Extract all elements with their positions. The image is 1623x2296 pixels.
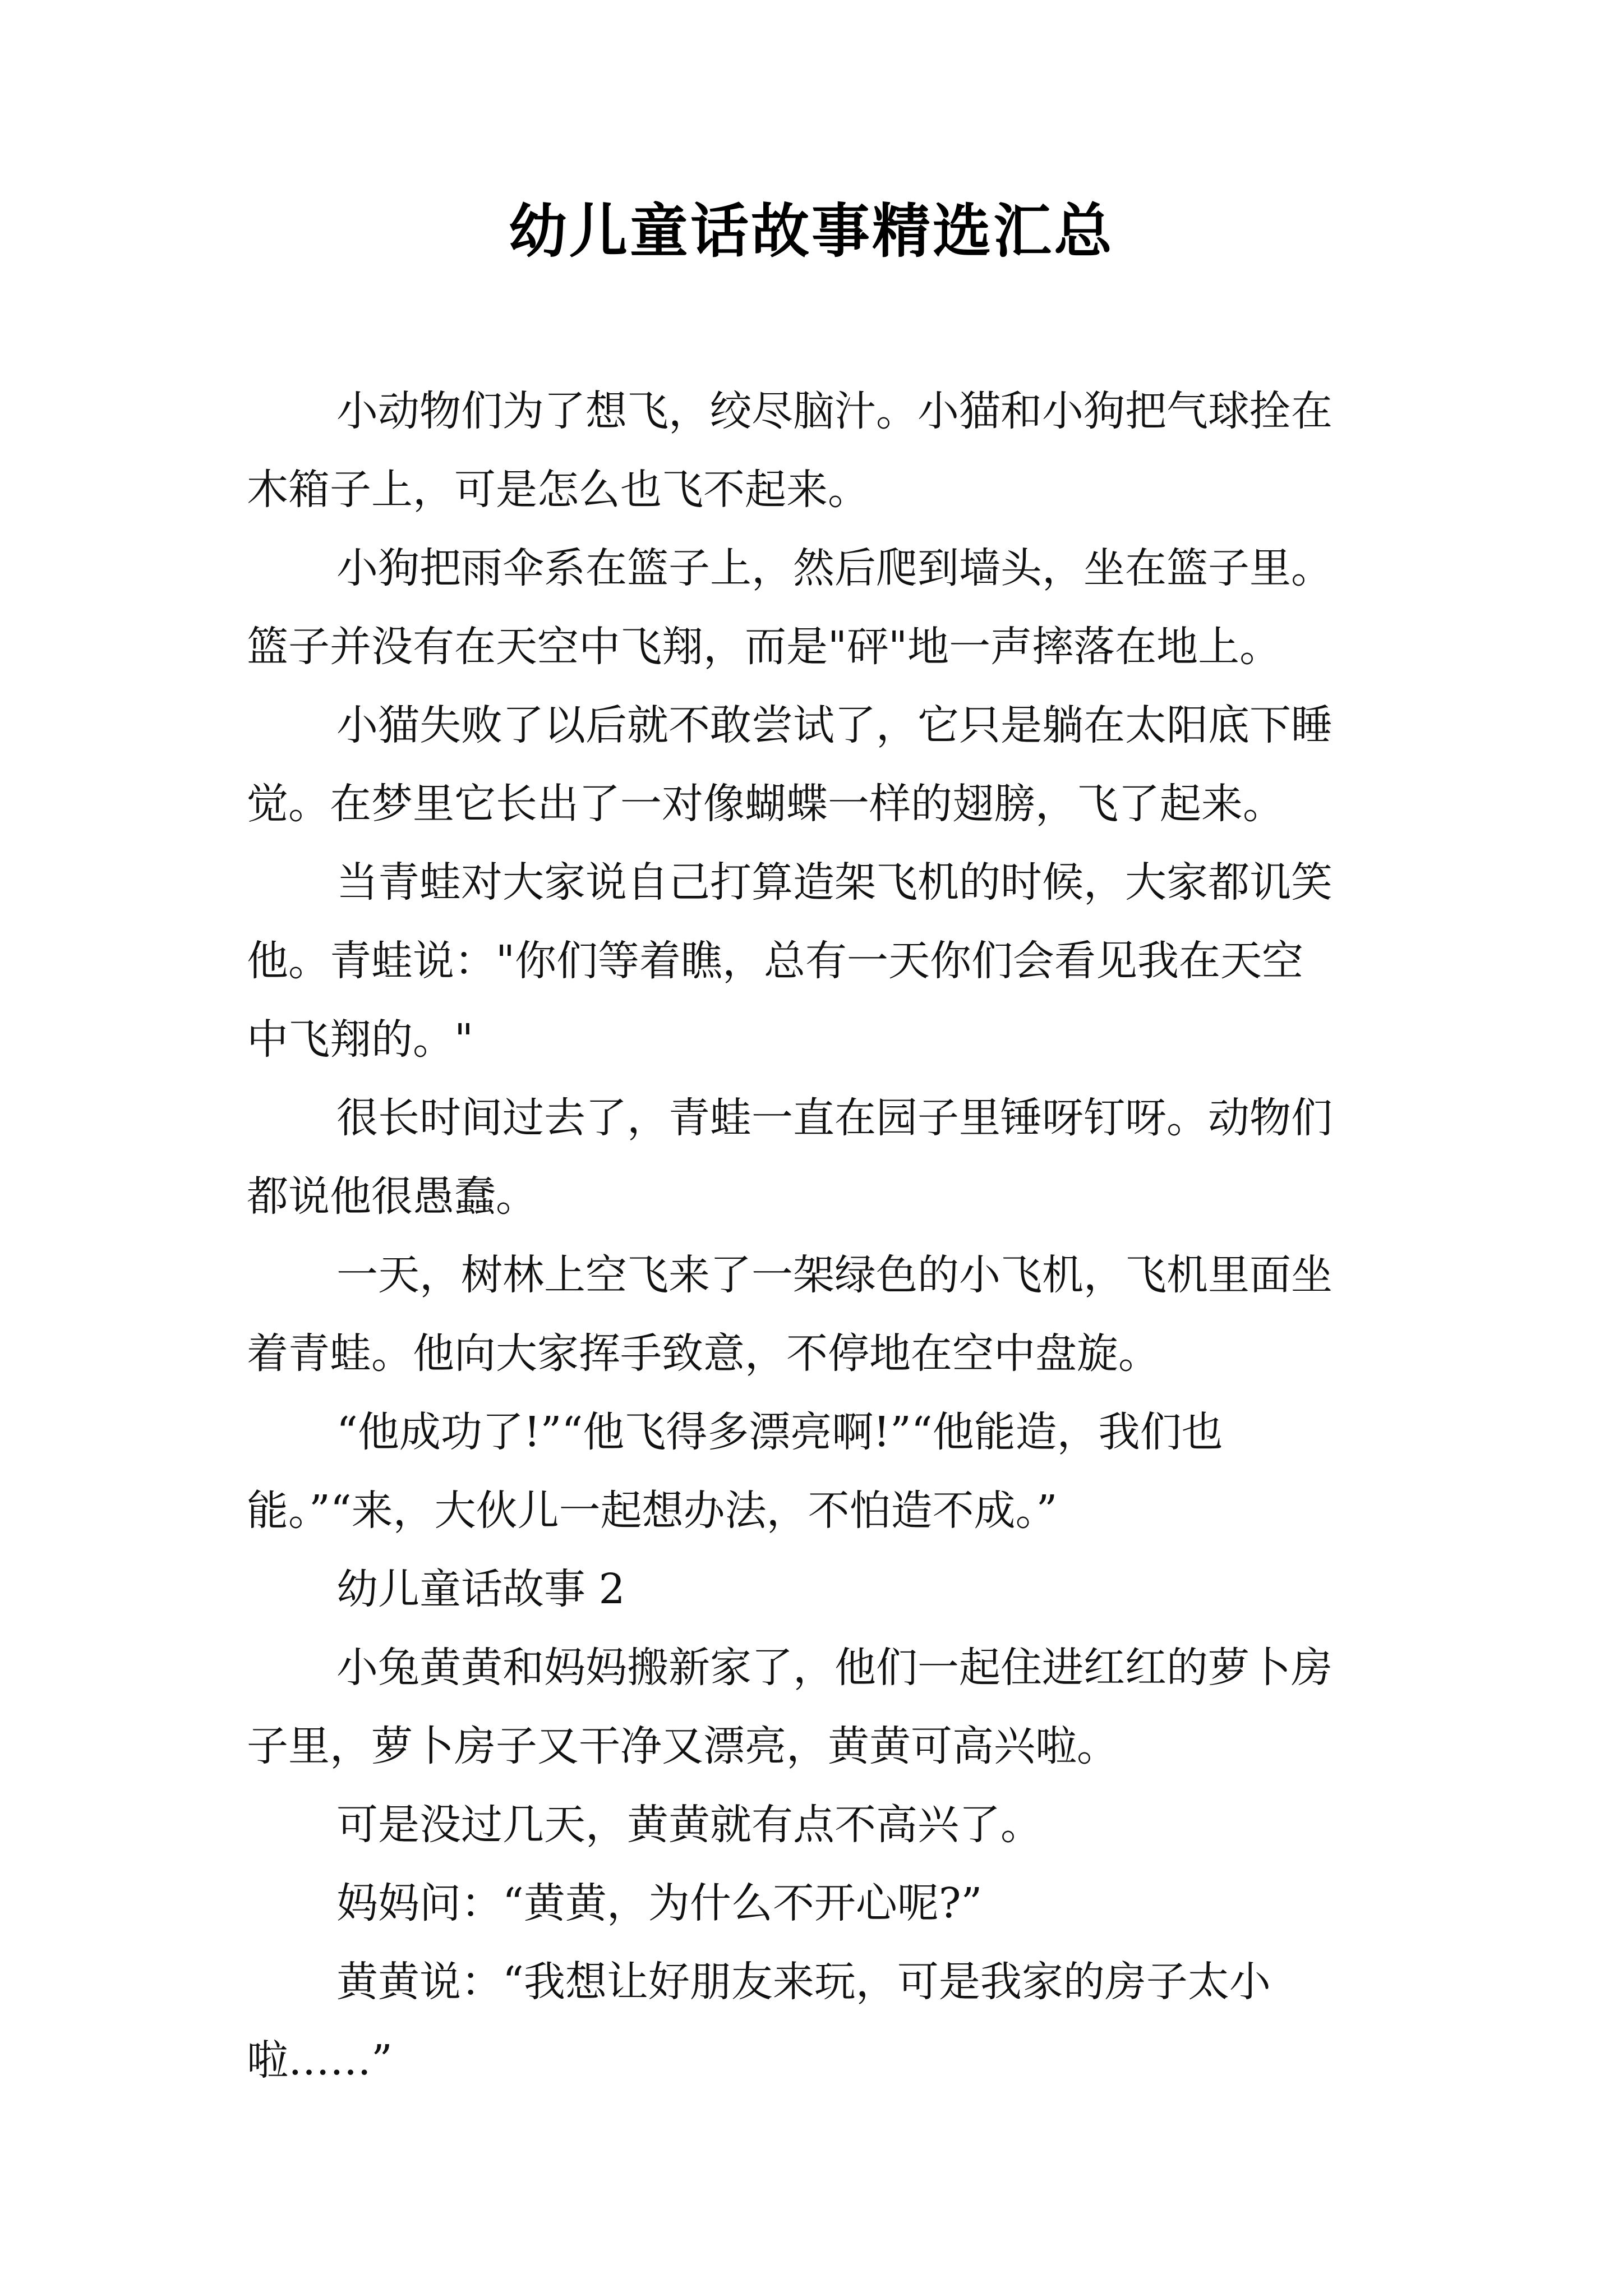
paragraph-line: 篮子并没有在天空中飞翔，而是"砰"地一声摔落在地上。	[247, 623, 1281, 671]
paragraph-line: 子里，萝卜房子又干净又漂亮，黄黄可高兴啦。	[247, 1722, 1118, 1770]
paragraph-line: 着青蛙。他向大家挥手致意，不停地在空中盘旋。	[247, 1329, 1160, 1378]
paragraph-line: 都说他很愚蠢。	[247, 1172, 537, 1221]
paragraph-line: 觉。在梦里它长出了一对像蝴蝶一样的翅膀，飞了起来。	[247, 780, 1284, 828]
paragraph-line: 小猫失败了以后就不敢尝试了，它只是躺在太阳底下睡	[336, 701, 1332, 749]
paragraph-line: 很长时间过去了，青蛙一直在园子里锤呀钉呀。动物们	[336, 1094, 1332, 1142]
paragraph-line: 中飞翔的。"	[247, 1015, 474, 1064]
paragraph-line: 妈妈问：“黄黄，为什么不开心呢?”	[336, 1879, 983, 1927]
paragraph-line: 小兔黄黄和妈妈搬新家了，他们一起住进红红的萝卜房	[336, 1644, 1332, 1692]
paragraph-line: 一天，树林上空飞来了一架绿色的小飞机，飞机里面坐	[336, 1251, 1332, 1299]
paragraph-line: 他。青蛙说："你们等着瞧，总有一天你们会看见我在天空	[247, 937, 1304, 985]
paragraph-line: 可是没过几天，黄黄就有点不高兴了。	[336, 1801, 1042, 1849]
paragraph-line: 小狗把雨伞系在篮子上，然后爬到墙头，坐在篮子里。	[336, 544, 1332, 592]
paragraph-line: 能。”“来，大伙儿一起想办法，不怕造不成。”	[247, 1487, 1058, 1535]
paragraph-line: 当青蛙对大家说自己打算造架飞机的时候，大家都讥笑	[336, 858, 1332, 907]
paragraph-line: 黄黄说：“我想让好朋友来玩，可是我家的房子太小	[336, 1958, 1271, 2006]
paragraph-line: 小动物们为了想飞，绞尽脑汁。小猫和小狗把气球拴在	[336, 387, 1332, 435]
document-title: 幼儿童话故事精选汇总	[508, 196, 1114, 265]
paragraph-line: 木箱子上，可是怎么也飞不起来。	[247, 466, 869, 514]
section-heading: 幼儿童话故事 2	[336, 1565, 625, 1613]
paragraph-line: “他成功了!”“他飞得多漂亮啊!”“他能造，我们也	[336, 1408, 1223, 1456]
paragraph-line: 啦……”	[247, 2036, 393, 2085]
